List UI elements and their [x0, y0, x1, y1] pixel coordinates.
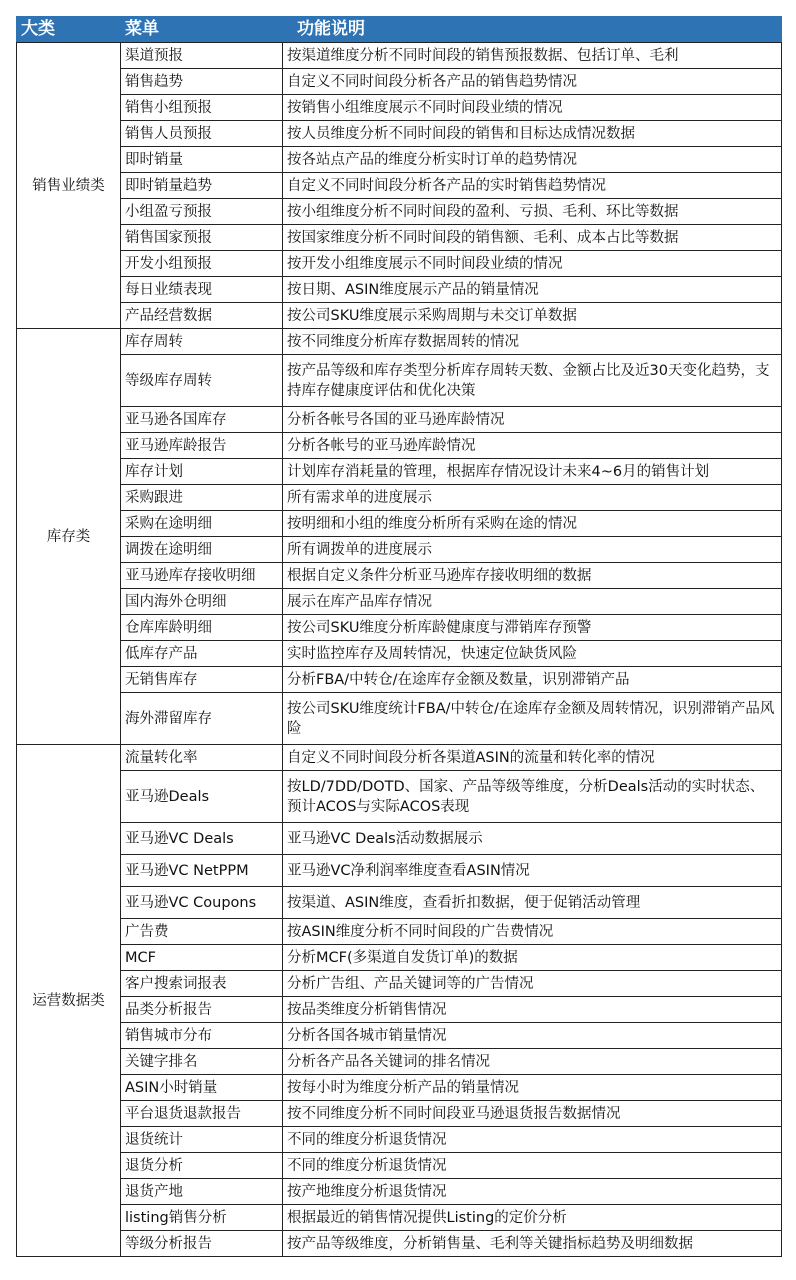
description-cell: 按日期、ASIN维度展示产品的销量情况: [283, 277, 782, 303]
menu-cell: 关键字排名: [121, 1049, 283, 1075]
table-row: [17, 407, 782, 433]
menu-cell: 采购在途明细: [121, 511, 283, 537]
menu-cell: 亚马逊VC NetPPM: [121, 855, 283, 887]
description-cell: 所有调拨单的进度展示: [283, 537, 782, 563]
table-row: [17, 147, 782, 173]
description-cell: 自定义不同时间段分析各渠道ASIN的流量和转化率的情况: [283, 745, 782, 771]
table-row: [17, 855, 782, 887]
description-cell: 根据最近的销售情况提供Listing的定价分析: [283, 1205, 782, 1231]
menu-cell: 亚马逊VC Deals: [121, 823, 283, 855]
table-row: [17, 459, 782, 485]
description-cell: 分析各产品各关键词的排名情况: [283, 1049, 782, 1075]
table-row: [17, 43, 782, 69]
menu-cell: 广告费: [121, 919, 283, 945]
feature-table: [16, 16, 782, 1257]
menu-cell: 无销售库存: [121, 667, 283, 693]
menu-cell: 流量转化率: [121, 745, 283, 771]
table-row: [17, 121, 782, 147]
table-row: [17, 173, 782, 199]
menu-cell: 每日业绩表现: [121, 277, 283, 303]
menu-cell: 销售城市分布: [121, 1023, 283, 1049]
table-header-row: [17, 17, 782, 43]
description-cell: 按各站点产品的维度分析实时订单的趋势情况: [283, 147, 782, 173]
table-row: [17, 69, 782, 95]
description-cell: 不同的维度分析退货情况: [283, 1127, 782, 1153]
menu-cell: 亚马逊库存接收明细: [121, 563, 283, 589]
description-cell: 亚马逊VC Deals活动数据展示: [283, 823, 782, 855]
header-menu: 菜单: [121, 17, 283, 43]
table-row: [17, 303, 782, 329]
menu-cell: 开发小组预报: [121, 251, 283, 277]
menu-cell: 亚马逊Deals: [121, 771, 283, 823]
menu-cell: 库存周转: [121, 329, 283, 355]
description-cell: 实时监控库存及周转情况，快速定位缺货风险: [283, 641, 782, 667]
menu-cell: MCF: [121, 945, 283, 971]
menu-cell: 退货产地: [121, 1179, 283, 1205]
description-cell: 分析各帐号的亚马逊库龄情况: [283, 433, 782, 459]
menu-cell: 调拨在途明细: [121, 537, 283, 563]
menu-cell: listing销售分析: [121, 1205, 283, 1231]
description-cell: 计划库存消耗量的管理，根据库存情况设计未来4~6月的销售计划: [283, 459, 782, 485]
table-row: [17, 537, 782, 563]
menu-cell: 仓库库龄明细: [121, 615, 283, 641]
menu-cell: ASIN小时销量: [121, 1075, 283, 1101]
menu-cell: 库存计划: [121, 459, 283, 485]
table-row: [17, 823, 782, 855]
description-cell: 自定义不同时间段分析各产品的实时销售趋势情况: [283, 173, 782, 199]
menu-cell: 等级库存周转: [121, 355, 283, 407]
table-row: [17, 485, 782, 511]
menu-cell: 等级分析报告: [121, 1231, 283, 1257]
table-row: [17, 329, 782, 355]
table-row: [17, 277, 782, 303]
table-row: [17, 225, 782, 251]
menu-cell: 亚马逊各国库存: [121, 407, 283, 433]
description-cell: 亚马逊VC净利润率维度查看ASIN情况: [283, 855, 782, 887]
table-body: [17, 43, 782, 1257]
description-cell: 按国家维度分析不同时间段的销售额、毛利、成本占比等数据: [283, 225, 782, 251]
table-row: [17, 355, 782, 407]
menu-cell: 即时销量趋势: [121, 173, 283, 199]
description-cell: 按公司SKU维度分析库龄健康度与滞销库存预警: [283, 615, 782, 641]
description-cell: 按LD/7DD/DOTD、国家、产品等级等维度，分析Deals活动的实时状态、预计ACOS与实际ACOS表现: [283, 771, 782, 823]
description-cell: 按产品等级维度，分析销售量、毛利等关键指标趋势及明细数据: [283, 1231, 782, 1257]
description-cell: 根据自定义条件分析亚马逊库存接收明细的数据: [283, 563, 782, 589]
category-cell: 库存类: [17, 329, 121, 745]
table-row: [17, 433, 782, 459]
menu-cell: 销售人员预报: [121, 121, 283, 147]
table-row: [17, 1049, 782, 1075]
table-row: [17, 511, 782, 537]
table-row: [17, 919, 782, 945]
menu-cell: 亚马逊VC Coupons: [121, 887, 283, 919]
menu-cell: 渠道预报: [121, 43, 283, 69]
table-row: [17, 971, 782, 997]
table-row: [17, 1101, 782, 1127]
description-cell: 按开发小组维度展示不同时间段业绩的情况: [283, 251, 782, 277]
table-row: [17, 199, 782, 225]
table-row: [17, 887, 782, 919]
menu-cell: 退货统计: [121, 1127, 283, 1153]
description-cell: 按销售小组维度展示不同时间段业绩的情况: [283, 95, 782, 121]
menu-cell: 平台退货退款报告: [121, 1101, 283, 1127]
menu-cell: 销售小组预报: [121, 95, 283, 121]
description-cell: 按产地维度分析退货情况: [283, 1179, 782, 1205]
menu-cell: 退货分析: [121, 1153, 283, 1179]
menu-cell: 销售国家预报: [121, 225, 283, 251]
description-cell: 按公司SKU维度展示采购周期与未交订单数据: [283, 303, 782, 329]
table-row: [17, 997, 782, 1023]
description-cell: 按渠道维度分析不同时间段的销售预报数据、包括订单、毛利: [283, 43, 782, 69]
menu-cell: 低库存产品: [121, 641, 283, 667]
table-row: [17, 1127, 782, 1153]
description-cell: 按明细和小组的维度分析所有采购在途的情况: [283, 511, 782, 537]
table-row: [17, 693, 782, 745]
table-row: [17, 615, 782, 641]
description-cell: 分析各国各城市销量情况: [283, 1023, 782, 1049]
description-cell: 按不同维度分析不同时间段亚马逊退货报告数据情况: [283, 1101, 782, 1127]
menu-cell: 小组盈亏预报: [121, 199, 283, 225]
table-row: [17, 745, 782, 771]
menu-cell: 亚马逊库龄报告: [121, 433, 283, 459]
category-cell: 销售业绩类: [17, 43, 121, 329]
table-row: [17, 589, 782, 615]
menu-cell: 品类分析报告: [121, 997, 283, 1023]
menu-cell: 国内海外仓明细: [121, 589, 283, 615]
description-cell: 按渠道、ASIN维度，查看折扣数据，便于促销活动管理: [283, 887, 782, 919]
description-cell: 所有需求单的进度展示: [283, 485, 782, 511]
table-row: [17, 1153, 782, 1179]
menu-cell: 销售趋势: [121, 69, 283, 95]
header-category: 大类: [17, 17, 121, 43]
table-row: [17, 771, 782, 823]
menu-cell: 客户搜索词报表: [121, 971, 283, 997]
description-cell: 按产品等级和库存类型分析库存周转天数、金额占比及近30天变化趋势，支持库存健康度评估和优化决策: [283, 355, 782, 407]
table-row: [17, 1179, 782, 1205]
table-row: [17, 95, 782, 121]
menu-cell: 采购跟进: [121, 485, 283, 511]
table-row: [17, 1205, 782, 1231]
description-cell: 自定义不同时间段分析各产品的销售趋势情况: [283, 69, 782, 95]
menu-cell: 海外滞留库存: [121, 693, 283, 745]
table-row: [17, 563, 782, 589]
description-cell: 按每小时为维度分析产品的销量情况: [283, 1075, 782, 1101]
description-cell: 按公司SKU维度统计FBA/中转仓/在途库存金额及周转情况，识别滞销产品风险: [283, 693, 782, 745]
table-row: [17, 1231, 782, 1257]
menu-cell: 即时销量: [121, 147, 283, 173]
description-cell: 按人员维度分析不同时间段的销售和目标达成情况数据: [283, 121, 782, 147]
description-cell: 不同的维度分析退货情况: [283, 1153, 782, 1179]
table-row: [17, 251, 782, 277]
description-cell: 按品类维度分析销售情况: [283, 997, 782, 1023]
table-row: [17, 641, 782, 667]
description-cell: 按不同维度分析库存数据周转的情况: [283, 329, 782, 355]
table-row: [17, 667, 782, 693]
description-cell: 按小组维度分析不同时间段的盈利、亏损、毛利、环比等数据: [283, 199, 782, 225]
description-cell: 展示在库产品库存情况: [283, 589, 782, 615]
description-cell: 分析FBA/中转仓/在途库存金额及数量，识别滞销产品: [283, 667, 782, 693]
category-cell: 运营数据类: [17, 745, 121, 1257]
description-cell: 分析广告组、产品关键词等的广告情况: [283, 971, 782, 997]
table-row: [17, 1023, 782, 1049]
menu-cell: 产品经营数据: [121, 303, 283, 329]
description-cell: 分析MCF(多渠道自发货订单)的数据: [283, 945, 782, 971]
description-cell: 分析各帐号各国的亚马逊库龄情况: [283, 407, 782, 433]
table-row: [17, 1075, 782, 1101]
description-cell: 按ASIN维度分析不同时间段的广告费情况: [283, 919, 782, 945]
table-row: [17, 945, 782, 971]
header-description: 功能说明: [283, 17, 782, 43]
